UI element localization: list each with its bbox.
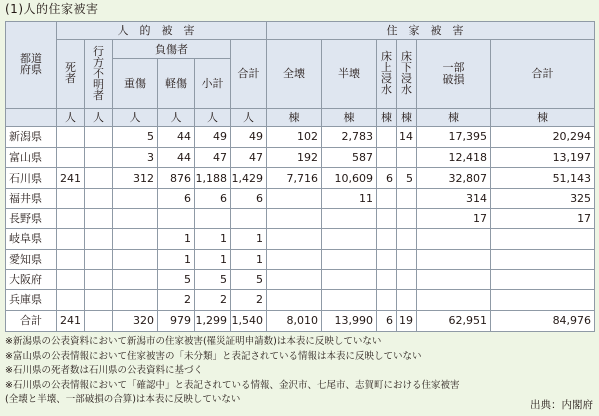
cell-missing (85, 310, 113, 332)
cell-partial (417, 290, 491, 310)
cell-subtotal: 1,299 (195, 310, 231, 332)
unit-cell: 人 (57, 108, 85, 126)
cell-htotal: 2 (231, 290, 267, 310)
table-row (6, 148, 595, 168)
cell-subtotal: 1 (195, 229, 231, 249)
row-prefecture: 石川県 (6, 168, 57, 188)
row-prefecture: 長野県 (6, 209, 57, 229)
header-full-destroyed: 全壊 (267, 40, 322, 108)
cell-below (397, 229, 417, 249)
unit-cell: 人 (195, 108, 231, 126)
row-prefecture: 岐阜県 (6, 229, 57, 249)
cell-subtotal: 1,188 (195, 168, 231, 188)
cell-half: 11 (322, 188, 377, 208)
cell-full (267, 188, 322, 208)
cell-full (267, 249, 322, 269)
cell-dead: 241 (57, 168, 85, 188)
cell-above (377, 148, 397, 168)
cell-below (397, 290, 417, 310)
cell-dead (57, 148, 85, 168)
cell-total (491, 290, 595, 310)
header-minor: 軽傷 (158, 59, 195, 108)
cell-serious (113, 229, 158, 249)
cell-total: 325 (491, 188, 595, 208)
header-partial: 一部破損 (417, 40, 491, 108)
cell-subtotal: 47 (195, 148, 231, 168)
header-below-floor: 床下浸水 (397, 40, 417, 108)
header-human-damage: 人的被害 (57, 22, 267, 40)
cell-missing (85, 269, 113, 289)
cell-half (322, 249, 377, 269)
page-title: (1)人的住家被害 (5, 2, 99, 16)
header-injured: 負傷者 (113, 40, 231, 59)
cell-htotal: 1,429 (231, 168, 267, 188)
table-row (6, 188, 595, 208)
table-row (6, 290, 595, 310)
header-missing: 行方不明者 (85, 40, 113, 108)
cell-total: 13,197 (491, 148, 595, 168)
cell-subtotal: 5 (195, 269, 231, 289)
header-human-total: 合計 (231, 40, 267, 108)
source-credit: 出典：内閣府 (530, 399, 593, 411)
cell-missing (85, 188, 113, 208)
cell-above: 6 (377, 168, 397, 188)
cell-below (397, 188, 417, 208)
cell-above (377, 188, 397, 208)
cell-above (377, 229, 397, 249)
cell-above: 6 (377, 310, 397, 332)
header-housing-damage: 住家被害 (267, 22, 595, 40)
table-row (6, 249, 595, 269)
cell-htotal: 1 (231, 229, 267, 249)
cell-subtotal: 2 (195, 290, 231, 310)
cell-serious (113, 209, 158, 229)
row-prefecture: 合計 (6, 310, 57, 332)
cell-partial: 32,807 (417, 168, 491, 188)
cell-total (491, 249, 595, 269)
unit-cell: 人 (113, 108, 158, 126)
cell-partial: 314 (417, 188, 491, 208)
cell-missing (85, 229, 113, 249)
cell-partial: 62,951 (417, 310, 491, 332)
cell-full (267, 209, 322, 229)
cell-half (322, 229, 377, 249)
row-prefecture: 愛知県 (6, 249, 57, 269)
unit-cell: 棟 (322, 108, 377, 126)
cell-minor: 5 (158, 269, 195, 289)
cell-missing (85, 249, 113, 269)
table-row (6, 126, 595, 147)
cell-partial (417, 229, 491, 249)
table-row-total (6, 310, 595, 332)
cell-full: 192 (267, 148, 322, 168)
cell-half: 2,783 (322, 126, 377, 147)
note-2: ※富山県の公表情報において住家被害の「未分類」と表記されている情報は本表に反映していない (5, 350, 422, 362)
cell-above (377, 126, 397, 147)
cell-subtotal: 1 (195, 249, 231, 269)
cell-serious (113, 269, 158, 289)
cell-minor: 1 (158, 249, 195, 269)
table-row (6, 168, 595, 188)
row-prefecture: 大阪府 (6, 269, 57, 289)
cell-subtotal (195, 209, 231, 229)
cell-minor: 979 (158, 310, 195, 332)
cell-full (267, 290, 322, 310)
cell-total: 17 (491, 209, 595, 229)
damage-table (5, 21, 595, 332)
cell-partial: 12,418 (417, 148, 491, 168)
unit-cell: 棟 (397, 108, 417, 126)
cell-dead (57, 188, 85, 208)
cell-missing (85, 168, 113, 188)
cell-htotal: 5 (231, 269, 267, 289)
unit-cell: 人 (85, 108, 113, 126)
cell-below (397, 148, 417, 168)
cell-partial (417, 249, 491, 269)
cell-partial: 17,395 (417, 126, 491, 147)
table-row (6, 269, 595, 289)
cell-missing (85, 148, 113, 168)
header-subtotal: 小計 (195, 59, 231, 108)
cell-half (322, 290, 377, 310)
cell-minor: 2 (158, 290, 195, 310)
note-3: ※石川県の死者数は石川県の公表資料に基づく (5, 365, 203, 376)
cell-full: 102 (267, 126, 322, 147)
row-prefecture: 富山県 (6, 148, 57, 168)
cell-htotal: 1 (231, 249, 267, 269)
unit-cell: 棟 (417, 108, 491, 126)
cell-minor: 44 (158, 148, 195, 168)
cell-dead (57, 229, 85, 249)
cell-missing (85, 126, 113, 147)
unit-cell: 人 (231, 108, 267, 126)
cell-total: 84,976 (491, 310, 595, 332)
header-housing-total: 合計 (491, 40, 595, 108)
cell-above (377, 209, 397, 229)
cell-htotal: 49 (231, 126, 267, 147)
cell-dead (57, 249, 85, 269)
cell-serious (113, 188, 158, 208)
cell-minor (158, 209, 195, 229)
cell-full (267, 269, 322, 289)
note-1: ※新潟県の公表資料において新潟市の住家被害(罹災証明申請数)は本表に反映していない (5, 336, 382, 347)
unit-cell: 棟 (267, 108, 322, 126)
unit-cell: 棟 (377, 108, 397, 126)
notes (5, 335, 595, 408)
cell-half: 10,609 (322, 168, 377, 188)
cell-above (377, 269, 397, 289)
cell-htotal: 47 (231, 148, 267, 168)
cell-dead (57, 209, 85, 229)
row-prefecture: 福井県 (6, 188, 57, 208)
cell-subtotal: 6 (195, 188, 231, 208)
cell-serious: 320 (113, 310, 158, 332)
cell-total: 51,143 (491, 168, 595, 188)
cell-half: 587 (322, 148, 377, 168)
header-prefecture: 都道府県 (6, 22, 57, 109)
cell-partial: 17 (417, 209, 491, 229)
cell-total (491, 229, 595, 249)
cell-htotal: 6 (231, 188, 267, 208)
cell-full (267, 229, 322, 249)
cell-dead (57, 290, 85, 310)
header-serious: 重傷 (113, 59, 158, 108)
cell-dead (57, 126, 85, 147)
table-row (6, 209, 595, 229)
cell-total (491, 269, 595, 289)
cell-half (322, 209, 377, 229)
unit-cell: 棟 (491, 108, 595, 126)
cell-minor: 876 (158, 168, 195, 188)
cell-half (322, 269, 377, 289)
cell-missing (85, 209, 113, 229)
cell-htotal: 1,540 (231, 310, 267, 332)
header-dead: 死者 (57, 40, 85, 108)
cell-minor: 6 (158, 188, 195, 208)
cell-serious (113, 249, 158, 269)
cell-serious (113, 290, 158, 310)
cell-below: 14 (397, 126, 417, 147)
cell-serious: 5 (113, 126, 158, 147)
cell-dead: 241 (57, 310, 85, 332)
cell-partial (417, 269, 491, 289)
cell-minor: 1 (158, 229, 195, 249)
header-half-destroyed: 半壊 (322, 40, 377, 108)
cell-missing (85, 290, 113, 310)
cell-below: 5 (397, 168, 417, 188)
cell-full: 7,716 (267, 168, 322, 188)
cell-half: 13,990 (322, 310, 377, 332)
cell-serious: 3 (113, 148, 158, 168)
cell-below: 19 (397, 310, 417, 332)
header-above-floor: 床上浸水 (377, 40, 397, 108)
cell-total: 20,294 (491, 126, 595, 147)
cell-minor: 44 (158, 126, 195, 147)
row-prefecture: 新潟県 (6, 126, 57, 147)
cell-htotal (231, 209, 267, 229)
cell-full: 8,010 (267, 310, 322, 332)
note-5: (全壊と半壊、一部破損の合算)は本表に反映していない (5, 394, 241, 405)
unit-cell: 人 (158, 108, 195, 126)
cell-below (397, 269, 417, 289)
row-prefecture: 兵庫県 (6, 290, 57, 310)
cell-subtotal: 49 (195, 126, 231, 147)
cell-above (377, 290, 397, 310)
note-4: ※石川県の公表情報において「確認中」と表記されている情報、金沢市、七尾市、志賀町における住家被害 (5, 379, 460, 391)
cell-below (397, 209, 417, 229)
table-row (6, 229, 595, 249)
cell-below (397, 249, 417, 269)
cell-serious: 312 (113, 168, 158, 188)
cell-above (377, 249, 397, 269)
cell-dead (57, 269, 85, 289)
unit-blank (6, 108, 57, 126)
